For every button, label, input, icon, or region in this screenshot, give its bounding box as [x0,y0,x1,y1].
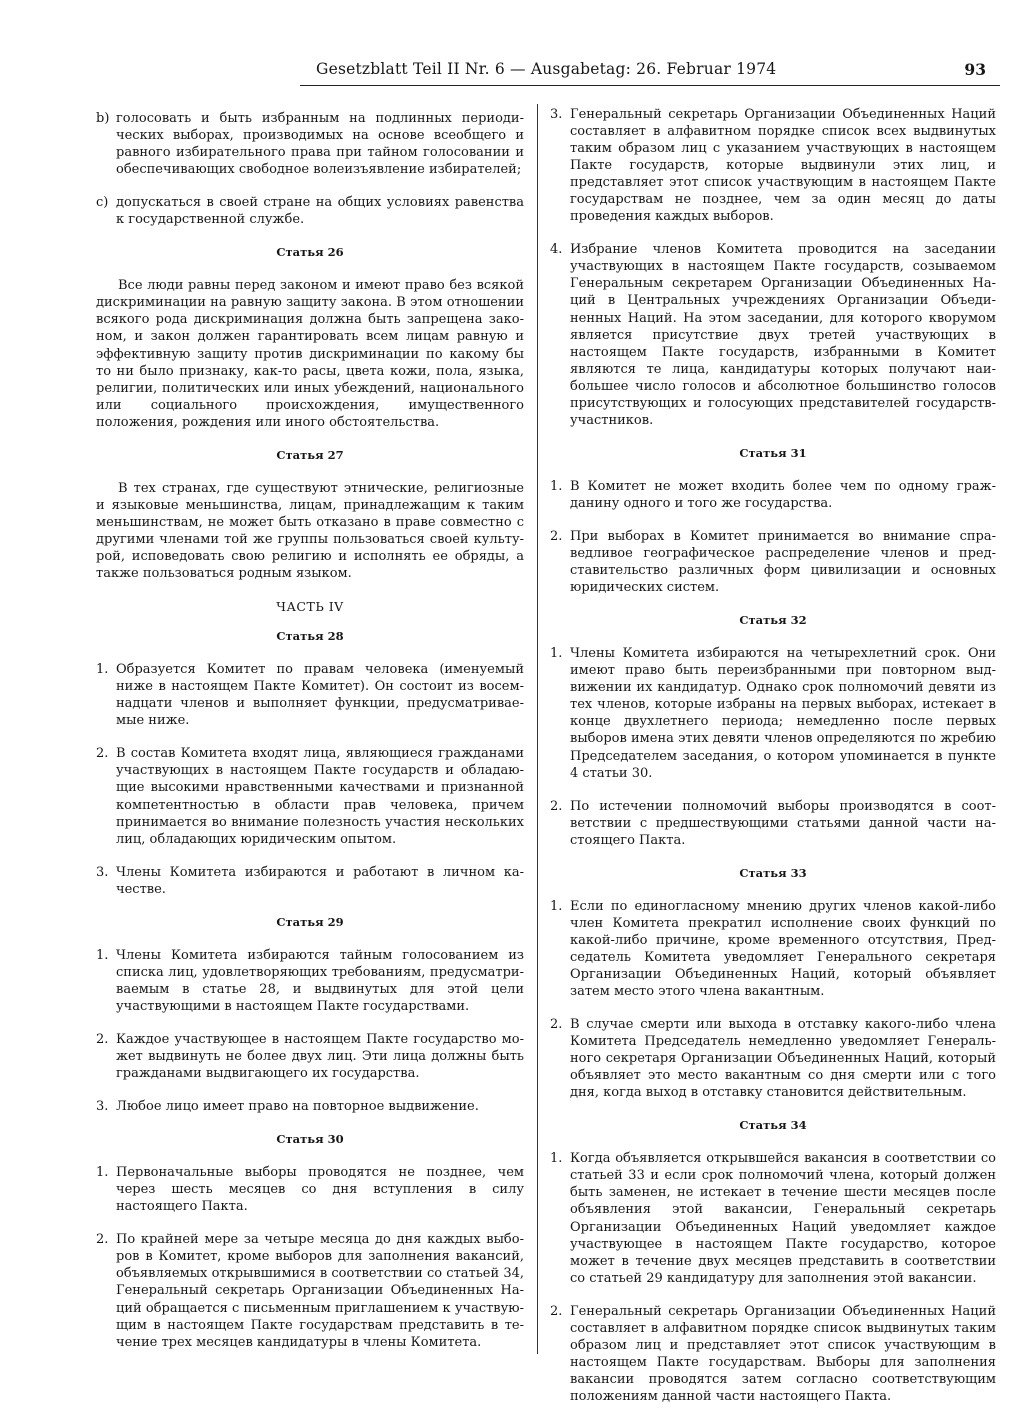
item-text: По истечении полномочий выборы производятся в соответствии с предшествующими статьями данной части настоящего Пакта. [570,798,996,848]
list-item [550,528,996,596]
article-32-heading: Статья 32 [739,613,807,628]
part-heading: ЧАСТЬ IV [276,599,344,615]
clause-text: голосовать и быть избранным на подлинных периодических выборах, производимых на основе всеобщего и равного избирательного права при тайном голосовании и обеспечивающих свободное волеизъявление избирателей; [116,111,524,178]
item-number: 4. [550,242,563,258]
list-item [96,864,524,898]
list-item [550,241,996,429]
article-30-heading: Статья 30 [276,1132,344,1147]
list-item [96,1031,524,1082]
clause-label: c) [96,195,109,211]
item-text: В случае смерти или выхода в отставку какого-либо члена Комитета Председатель немедленно уведомляет Генерального секретаря Организации Объединенных Наций, который объявляет это место вакантным со дня смерти или с того дня, когда выход в отставку становится действительным. [570,1017,996,1101]
item-number: 2. [96,1232,109,1248]
item-text: Члены Комитета избираются на четырехлетний срок. Они имеют право быть переизбранными при повторном выдвижении их кандидатур. Однако срок полномочий девяти из тех членов, которые избраны на первых выборах, истекает в конце двухлетнего периода; немедленно после первых выборов имена этих девяти членов определяются по жребию Председателем заседания, о котором упоминается в пункте 4 статьи 30. [570,646,996,781]
article-27-heading: Статья 27 [276,447,344,462]
article-28-heading: Статья 28 [276,629,344,644]
clause-c [96,194,524,228]
list-item [96,947,524,1015]
item-text: Первоначальные выборы проводятся не позднее, чем через шесть месяцев со дня вступления в силу настоящего Пакта. [116,1165,524,1215]
item-number: 1. [96,662,109,678]
item-number: 1. [550,898,563,914]
item-number: 1. [550,646,563,662]
list-item [96,1231,524,1350]
item-number: 2. [550,528,563,544]
item-number: 1. [550,1151,563,1167]
list-item [96,1098,524,1115]
list-item [550,1150,996,1286]
article-31-heading: Статья 31 [739,445,807,460]
page-number: 93 [964,60,986,79]
clause-text: допускаться в своей стране на общих условиях равенства к государственной службе. [116,195,524,228]
item-text: Когда объявляется открывшейся вакансия в соответствии со статьей 33 и если срок полномочий члена, который должен быть заменен, не истекает в течение шести месяцев после объявления этой вакансии, Генеральный секретарь Организации Объединенных Наций уведомляет каждое участвующее в настоящем Пакте государство, которое может в течение двух месяцев представить в соответствии со статьей 29 кандидатуру для заполнения этой вакансии. [570,1151,996,1286]
article-26-heading: Статья 26 [276,245,344,260]
clause-b [96,110,524,178]
right-column [550,106,996,1421]
list-item [96,661,524,729]
item-text: Члены Комитета избираются и работают в личном качестве. [116,864,524,897]
list-item [550,1303,996,1405]
item-text: Избрание членов Комитета проводится на заседании участвующих в настоящем Пакте государств, созываемом Генеральным секретарем Организации Объединенных Наций в Центральных учреждениях Организации Объединенных Наций. На этом заседании, для которого кворумом является присутствие двух третей участвующих в настоящем Пакте государств, избранными в Комитет являются те лица, кандидатуры которых получают наибольшее число голосов и абсолютное большинство голосов присутствующих и голосующих представителей государств-участников. [570,242,996,428]
item-text: Любое лицо имеет право на повторное выдвижение. [116,1099,479,1115]
item-number: 3. [96,1099,109,1115]
article-33-heading: Статья 33 [739,865,807,880]
column-divider [537,104,538,1354]
item-number: 2. [96,746,109,762]
list-item [550,1016,996,1101]
item-text: Если по единогласному мнению других членов какой-либо член Комитета прекратил исполнение своих функций по какой-либо причине, кроме временного отсутствия, Председатель Комитета уведомляет Генерального секретаря Организации Объединенных Наций, который объявляет затем место этого члена вакантным. [570,898,996,1000]
item-text: В Комитет не может входить более чем по одному гражданину одного и того же государства. [570,478,996,511]
item-number: 2. [550,1303,563,1319]
item-text: При выборах в Комитет принимается во внимание справедливое географическое распределение членов и представительство различных форм цивилизации и основных юридических систем. [570,528,996,596]
item-text: Каждое участвующее в настоящем Пакте государство может выдвинуть не более двух лиц. Эти лица должны быть гражданами выдвигающего их государства. [116,1031,524,1082]
article-34-heading: Статья 34 [739,1118,807,1133]
item-number: 2. [550,1017,563,1033]
article-29-heading: Статья 29 [276,914,344,929]
list-item [550,645,996,781]
header-rule [300,85,1000,86]
gazette-title: Gesetzblatt Teil II Nr. 6 — Ausgabetag: 26. Februar 1974 [316,60,777,78]
item-text: Генеральный секретарь Организации Объединенных Наций составляет в алфавитном порядке список всех выдвинутых таким образом лиц с указанием участвующих в настоящем Пакте государств, которые выдвинули этих лиц, и представляет этот список участвующим в настоящем Пакте государствам не позднее, чем за один месяц до даты проведения каждых выборов. [570,107,996,225]
item-text: Члены Комитета избираются тайным голосованием из списка лиц, удовлетворяющих требованиям, предусматриваемым в статье 28, и выдвинутых для этой цели участвующими в настоящем Пакте государствами. [116,947,524,1014]
list-item [550,798,996,849]
item-number: 2. [96,1031,109,1047]
clause-label: b) [96,111,110,126]
item-number: 2. [550,798,563,814]
list-item [96,1164,524,1215]
list-item [550,478,996,512]
item-number: 3. [96,864,109,880]
item-text: Образуется Комитет по правам человека (именуемый ниже в настоящем Пакте Комитет). Он состоит из восемнадцати членов и выполняет функции, предусматриваемые ниже. [116,662,524,729]
item-number: 3. [550,107,563,122]
list-item [96,745,524,847]
item-number: 1. [550,478,563,494]
article-26-text: Все люди равны перед законом и имеют право без всякой дискриминации на равную защиту закона. В этом отношении всякого рода дискриминация должна быть запрещена законом, и закон должен гарантировать всем лицам равную и эффективную защиту против дискриминации по какому бы то ни было признаку, как-то расы, цвета кожи, пола, языка, религии, политических или иных убеждений, национального или социального происхождения, имущественного положения, рождения или иного обстоятельства. [96,278,524,430]
item-text: В состав Комитета входят лица, являющиеся гражданами участвующих в настоящем Пакте государств и обладающие высокими нравственными качествами и признанной компетентностью в области прав человека, причем принимается во внимание полезность участия нескольких лиц, обладающих юридическим опытом. [116,746,524,847]
page-header [300,60,1000,88]
item-number: 1. [96,947,109,963]
item-text: По крайней мере за четыре месяца до дня каждых выборов в Комитет, кроме выборов для заполнения вакансий, объявляемых открывшимися в соответствии со статьей 34, Генеральный секретарь Организации Объединенных Наций обращается с письменным приглашением к участвующим в настоящем Пакте государствам представить в течение трех месяцев кандидатуры в члены Комитета. [116,1232,524,1350]
list-item [550,106,996,225]
list-item [550,898,996,1000]
item-text: Генеральный секретарь Организации Объединенных Наций составляет в алфавитном порядке список выдвинутых таким образом лиц и представляет этот список участвующим в настоящем Пакте государствам. Выборы для заполнения вакансии проводятся затем согласно соответствующим положениям данной части настоящего Пакта. [570,1303,996,1404]
article-27-text: В тех странах, где существуют этнические, религиозные и языковые меньшинства, лицам, принадлежащим к таким меньшинствам, не может быть отказано в праве совместно с другими членами той же группы пользоваться своей культурой, исповедовать свою религию и исполнять ее обряды, а также пользоваться родным языком. [96,480,524,582]
left-column [96,110,524,1367]
item-number: 1. [96,1165,109,1181]
